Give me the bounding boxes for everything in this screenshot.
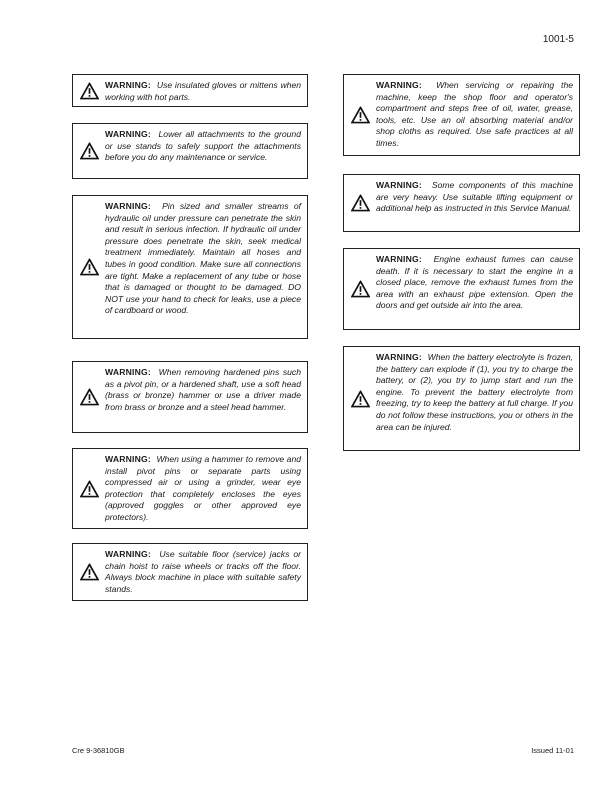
warning-text: Engine exhaust fumes can cause death. If it is necessary to start the engine in a closed place, remove the exhaust fumes from the area with an exhaust pipe extension. Open the doors and get outside air into the area.	[376, 254, 573, 311]
warning-text: When removing hardened pins such as a pivot pin, or a hardened shaft, use a soft head (brass or bronze) hammer or use a driver made from brass or bronze and a steel head hammer.	[105, 367, 301, 412]
document-code: Cre 9-36810GB	[72, 746, 125, 755]
warning-triangle-icon	[351, 107, 370, 124]
warning-text: Pin sized and smaller streams of hydraulic oil under pressure can penetrate the skin and result in serious infection. If hydraulic oil under pressure does penetrate the skin, seek medical treatment immediately. Maintain all hoses and tubes in good condition. Make sure all connections are tight. Make a replacement of any tube or hose that is damaged or thought to be damaged. DO NOT use your hand to check for leaks, use a piece of cardboard or wood.	[105, 201, 302, 316]
warning-triangle-icon	[80, 564, 99, 581]
warning-text: When the battery electrolyte is frozen, the battery can explode if (1), you try to charge the battery, or (2), you try to jump start and run the engine. To prevent the battery electrolyte from freezing, try to keep the battery at full charge. If you do not follow these instructions, you or others in the area can be injured.	[376, 352, 573, 432]
warning-box-hardened-pins	[72, 361, 308, 433]
warning-label: WARNING:	[105, 549, 160, 559]
warning-label: WARNING:	[105, 80, 157, 90]
warning-triangle-icon	[80, 143, 99, 160]
warning-triangle-icon	[351, 390, 370, 407]
warning-label: WARNING:	[105, 454, 157, 464]
warning-box-attachments	[72, 123, 308, 179]
warning-label: WARNING:	[376, 80, 437, 90]
warning-label: WARNING:	[105, 367, 159, 377]
warning-text: Some components of this machine are very heavy. Use suitable lifting equipment or additional help as instructed in this Service Manual.	[376, 180, 574, 214]
warning-triangle-icon	[80, 259, 99, 276]
warning-box-eye-protection	[72, 448, 308, 529]
warning-box-shop-floor	[343, 74, 580, 156]
warning-label: WARNING:	[376, 254, 434, 264]
warning-text: Use insulated gloves or mittens when working with hot parts.	[105, 80, 302, 102]
warning-triangle-icon	[80, 480, 99, 497]
warning-box-hot-parts	[72, 74, 308, 107]
page-number: 1001-5	[542, 34, 574, 45]
warning-text: When using a hammer to remove and install pivot pins or separate parts using compressed air or using a grinder, wear eye protection that completely encloses the eyes (approved goggles or other approved eye protectors).	[105, 454, 302, 522]
warning-triangle-icon	[351, 281, 370, 298]
warning-triangle-icon	[351, 195, 370, 212]
warning-box-heavy-components	[343, 174, 580, 232]
warning-label: WARNING:	[376, 180, 432, 190]
warning-label: WARNING:	[105, 201, 163, 211]
warning-box-exhaust-fumes	[343, 248, 580, 330]
warning-box-floor-jacks	[72, 543, 308, 601]
warning-text: Use suitable floor (service) jacks or chain hoist to raise wheels or tracks off the floor. Always block machine in place with suitable safety stands.	[105, 549, 301, 594]
warning-triangle-icon	[80, 389, 99, 406]
warning-label: WARNING:	[105, 129, 159, 139]
issue-date: Issued 11-01	[531, 746, 574, 755]
warning-label: WARNING:	[376, 352, 428, 362]
warning-triangle-icon	[80, 82, 99, 99]
warning-text: When servicing or repairing the machine, keep the shop floor and operator's compartment and steps free of oil, water, grease, tools, etc. Use an oil absorbing material and/or shop cloths as required. Use safe practices at all times.	[376, 80, 574, 148]
warning-box-battery-electrolyte	[343, 346, 580, 451]
warning-box-hydraulic-oil	[72, 195, 308, 339]
warning-text: Lower all attachments to the ground or use stands to safely support the attachments before you do any maintenance or service.	[105, 129, 301, 163]
